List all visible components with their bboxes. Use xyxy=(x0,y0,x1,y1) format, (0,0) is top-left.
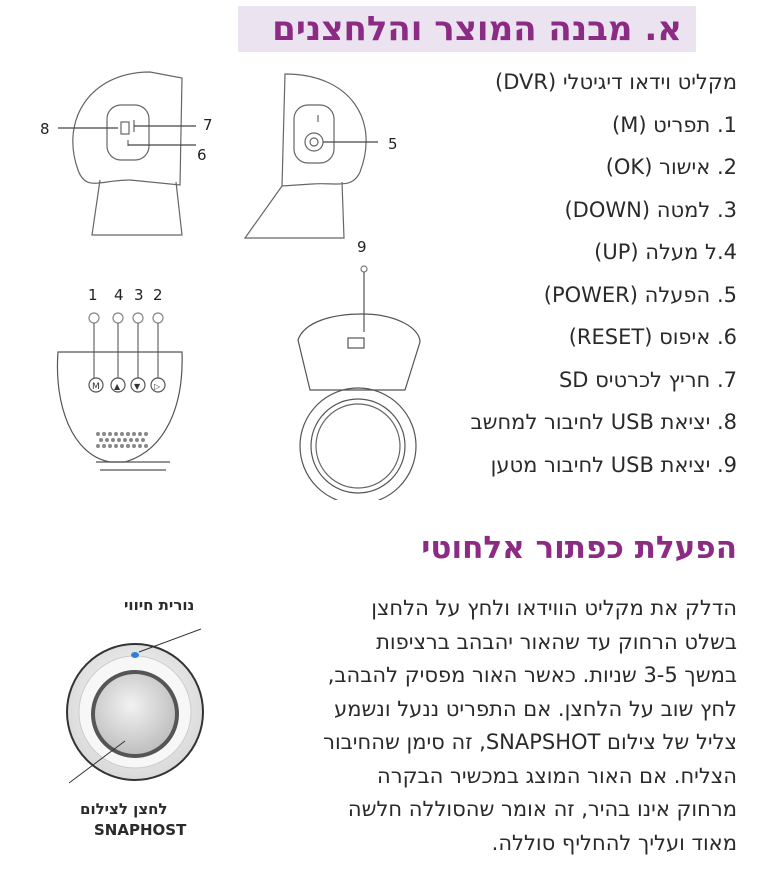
callout-2: 2 xyxy=(153,286,163,304)
indicator-label: נורית חיווי xyxy=(124,596,195,614)
list-item: 6. איפוס (RESET) xyxy=(568,325,737,349)
list-item: 8. יציאת USB לחיבור למחשב xyxy=(470,410,737,434)
callout-9: 9 xyxy=(357,238,367,256)
snapshot-button-label-en: SNAPHOST xyxy=(94,821,187,839)
callout-4: 4 xyxy=(114,286,124,304)
page-title: א. מבנה המוצר והלחצנים xyxy=(272,9,682,49)
paragraph-line: בשלט הרחוק עד שהאור יהבהב ברציפות xyxy=(376,629,737,654)
up-button-glyph: ▲ xyxy=(114,382,121,391)
paragraph-line: צליל של צילום SNAPSHOT, זה סימן שהחיבור xyxy=(323,730,737,754)
down-button-glyph: ▼ xyxy=(134,382,141,391)
speaker-grille xyxy=(96,432,148,448)
ok-button-glyph: ▷ xyxy=(154,382,161,391)
list-item: 7. חריץ לכרטיס SD xyxy=(558,367,737,392)
callout-3: 3 xyxy=(134,286,144,304)
dvr-front-view xyxy=(57,286,182,470)
indicator-led xyxy=(131,652,139,658)
callout-6: 6 xyxy=(197,146,207,164)
paragraph-line: הדלק את מקליט הווידאו ולחץ על הלחצן xyxy=(371,596,737,620)
paragraph-line: הצליח. אם האור המוצג במכשיר הבקרה xyxy=(377,763,737,788)
section-header xyxy=(238,6,696,52)
list-item: 4.ל מעלה (UP) xyxy=(594,240,737,264)
callout-5: 5 xyxy=(388,135,398,153)
snapshot-button-label: לחצן לצילום xyxy=(80,800,168,818)
paragraph-line: לחץ שוב על הלחצן. אם התפריט ננעל ונשמע xyxy=(334,696,737,721)
callout-7: 7 xyxy=(203,116,213,134)
list-item: מקליט וידאו דיגיטלי (DVR) xyxy=(495,70,737,94)
remote-button-illustration xyxy=(55,615,225,805)
list-item: 1. תפריט (M) xyxy=(611,112,737,137)
list-item: 9. יציאת USB לחיבור מטען xyxy=(490,452,737,477)
paragraph-line: במשך 3-5 שניות. כאשר האור מפסיק להבהב, xyxy=(327,663,737,687)
snapshot-button[interactable] xyxy=(93,672,177,756)
list-item: 5. הפעלה (POWER) xyxy=(543,282,737,307)
list-item: 3. למטה (DOWN) xyxy=(564,197,737,222)
menu-button-glyph: M xyxy=(92,382,100,392)
dvr-side-view-right xyxy=(245,74,378,238)
dvr-side-view-left xyxy=(58,72,196,235)
list-item: 2. אישור (OK) xyxy=(605,155,737,179)
wireless-instructions xyxy=(277,592,737,860)
parts-list xyxy=(397,64,737,489)
product-diagram xyxy=(0,60,440,500)
paragraph-line: מרחוק אינו בהיר, זה אומר שהסוללה חלשה xyxy=(347,797,737,821)
paragraph-line: מאוד ועליך להחליף סוללה. xyxy=(491,830,737,855)
section-title-wireless: הפעלת כפתור אלחוטי xyxy=(421,530,737,566)
dvr-back-view xyxy=(298,266,420,500)
callout-1: 1 xyxy=(88,286,98,304)
callout-8: 8 xyxy=(40,120,50,138)
